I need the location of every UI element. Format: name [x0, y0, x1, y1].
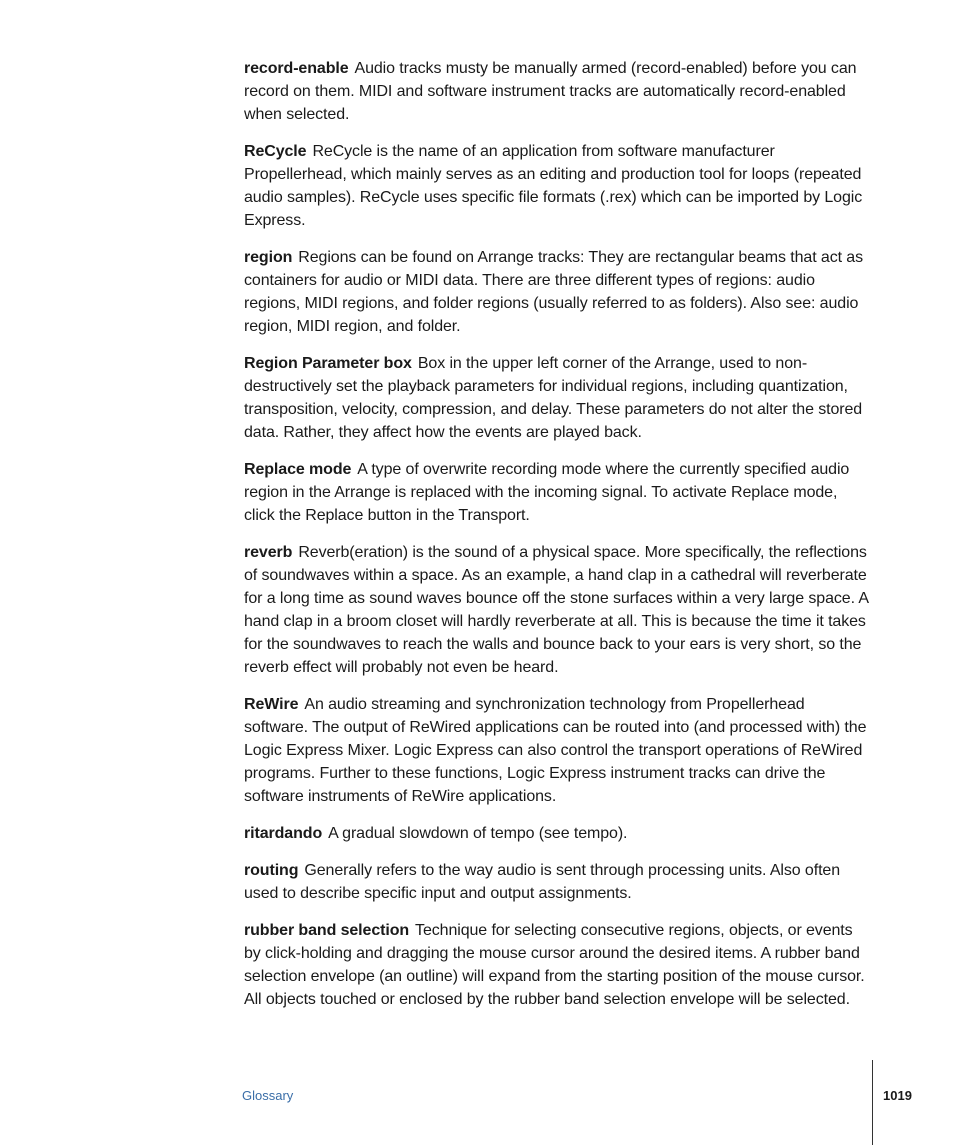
glossary-definition: Box in the upper left corner of the Arrange, used to non-destructively set the playback parameters for individual regions, including quantization, transposition, velocity, compression, and delay. These parameters do not alter the stored data. Rather, they affect how the events are played back. — [244, 355, 863, 441]
glossary-entry — [244, 140, 872, 232]
footer-section-link[interactable]: Glossary — [242, 1088, 294, 1103]
glossary-term: record-enable — [244, 60, 349, 77]
glossary-term: ReWire — [244, 696, 299, 713]
glossary-definition: A type of overwrite recording mode where the currently specified audio region in the Arrange is replaced with the incoming signal. To activate Replace mode, click the Replace button in the Transport. — [244, 461, 850, 524]
glossary-term: ritardando — [244, 825, 323, 842]
glossary-entry — [244, 541, 872, 679]
glossary-definition: ReCycle is the name of an application from software manufacturer Propellerhead, which mainly serves as an editing and production tool for loops (repeated audio samples). ReCycle uses specific file formats (.rex) which can be imported by Logic Express. — [244, 143, 863, 229]
glossary-entry — [244, 822, 872, 845]
glossary-entry — [244, 458, 872, 527]
glossary-term: Replace mode — [244, 461, 352, 478]
glossary-definition: A gradual slowdown of tempo (see tempo). — [328, 825, 628, 842]
glossary-term: Region Parameter box — [244, 355, 412, 372]
glossary-definition: Technique for selecting consecutive regions, objects, or events by click-holding and dragging the mouse cursor around the desired items. A rubber band selection envelope (an outline) will expand from the starting position of the mouse cursor. All objects touched or enclosed by the rubber band selection envelope will be selected. — [244, 922, 865, 1008]
glossary-entry — [244, 919, 872, 1011]
glossary-entry — [244, 246, 872, 338]
glossary-definition: An audio streaming and synchronization technology from Propellerhead software. The output of ReWired applications can be routed into (and processed with) the Logic Express Mixer. Logic Express can also control the transport operations of ReWired programs. Further to these functions, Logic Express instrument tracks can drive the software instruments of ReWire applications. — [244, 696, 867, 805]
glossary-term: routing — [244, 862, 299, 879]
glossary-definition: Regions can be found on Arrange tracks: They are rectangular beams that act as containers for audio or MIDI data. There are three different types of regions: audio regions, MIDI regions, and folder regions (usually referred to as folders). Also see: audio region, MIDI region, and folder. — [244, 249, 863, 335]
page-number: 1019 — [883, 1088, 912, 1103]
glossary-entry — [244, 859, 872, 905]
glossary-definition: Reverb(eration) is the sound of a physical space. More specifically, the reflections of soundwaves within a space. As an example, a hand clap in a cathedral will reverberate for a long time as sound waves bounce off the stone surfaces within a very large space. A hand clap in a broom closet will hardly reverberate at all. This is because the time it takes for the soundwaves to reach the walls and bounce back to your ears is very short, so the reverb effect will probably not even be heard. — [244, 544, 869, 676]
glossary-term: region — [244, 249, 293, 266]
glossary-term: reverb — [244, 544, 293, 561]
glossary-entry — [244, 352, 872, 444]
glossary-term: rubber band selection — [244, 922, 410, 939]
glossary-definition: Generally refers to the way audio is sent through processing units. Also often used to describe specific input and output assignments. — [244, 862, 841, 902]
glossary-definition: Audio tracks musty be manually armed (record-enabled) before you can record on them. MIDI and software instrument tracks are automatically record-enabled when selected. — [244, 60, 857, 123]
glossary-entry — [244, 693, 872, 808]
footer-divider — [872, 1060, 873, 1145]
glossary-term: ReCycle — [244, 143, 307, 160]
glossary-entry — [244, 57, 872, 126]
glossary-entries — [244, 57, 872, 1025]
